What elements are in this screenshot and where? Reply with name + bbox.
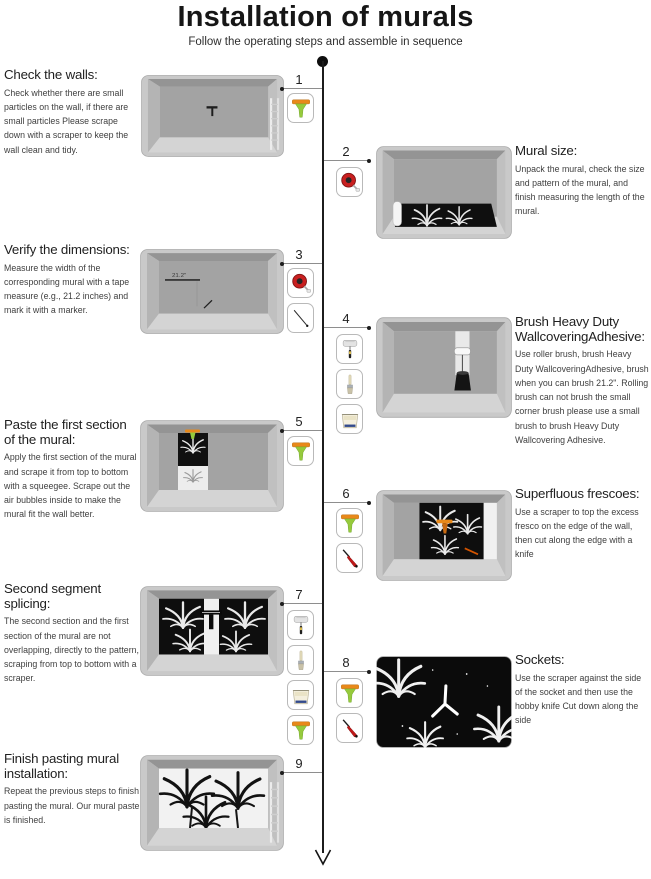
page-title: Installation of murals: [177, 1, 474, 33]
step-body: Use a scraper to top the excess fresco on the edge of the wall, then cut along the edge with a knife: [515, 506, 639, 560]
step-title: Brush Heavy Duty WallcoveringAdhesive:: [515, 314, 645, 344]
step-number: 1: [295, 72, 303, 87]
step-body: Use the scraper against the side of the socket and then use the hobby knife Cut down along the side: [515, 672, 642, 726]
step-2-image: [376, 146, 512, 239]
tape-measure-icon: [287, 268, 314, 298]
step-number: 5: [295, 414, 303, 429]
step-body: Check whether there are small particles on the wall, if there are small particles Please scrape down with a scraper to keep the wall clean and tidy.: [4, 87, 129, 155]
step-7-tools: [287, 610, 314, 745]
step-body: Use roller brush, brush Heavy Duty WallcoveringAdhesive, brush when you can brush 21.2". Rolling brush can not brush the small corner brush please use a small brush to brush Heavy Duty Wallcovering Adhesive.: [515, 349, 649, 445]
step-number: 2: [342, 144, 350, 159]
squeegee-icon: [336, 678, 363, 708]
step-5-tools: [287, 436, 314, 466]
step-number: 3: [295, 247, 303, 262]
step-8-text: [515, 653, 649, 728]
step-connector: [324, 671, 369, 672]
step-connector: [282, 263, 322, 264]
step-title: Finish pasting mural installation:: [4, 751, 119, 781]
step-6-tools: [336, 508, 363, 573]
step-2-tools: [336, 167, 363, 197]
step-1-image: [141, 75, 284, 157]
step-title: Superfluous frescoes:: [515, 486, 640, 501]
step-4-tools: [336, 334, 363, 434]
marker-icon: [287, 303, 314, 333]
step-connector: [282, 772, 322, 773]
step-number: 7: [295, 587, 303, 602]
step-title: Second segment splicing:: [4, 581, 101, 611]
step-title: Check the walls:: [4, 67, 98, 82]
step-8-image: [376, 656, 512, 748]
step-8-tools: [336, 678, 363, 743]
squeegee-icon: [287, 93, 314, 123]
step-connector: [324, 160, 369, 161]
step-connector: [282, 430, 322, 431]
step-7-text: [4, 582, 142, 686]
page-subtitle: Follow the operating steps and assemble in sequence: [188, 36, 463, 48]
step-title: Sockets:: [515, 652, 565, 667]
squeegee-icon: [287, 715, 314, 745]
knife-icon: [336, 713, 363, 743]
step-3-tools: [287, 268, 314, 333]
step-number: 9: [295, 756, 303, 771]
step-title: Verify the dimensions:: [4, 242, 130, 257]
tape-measure-icon: [336, 167, 363, 197]
step-9-text: [4, 752, 140, 827]
step-connector: [324, 327, 369, 328]
step-body: Apply the first section of the mural and scrape it from top to bottom with a squeegee. Scrape out the air bubbles inside to make the mural fit the wall better.: [4, 452, 137, 520]
step-6-text: [515, 487, 649, 562]
small-brush-icon: [287, 645, 314, 675]
step-connector: [324, 502, 369, 503]
step-number: 4: [342, 311, 350, 326]
step-number: 6: [342, 486, 350, 501]
step-connector: [282, 88, 322, 89]
step-body: Measure the width of the corresponding mural with a tape measure (e.g., 21.2 inches) and mark it with a marker.: [4, 262, 130, 316]
step-body: Repeat the previous steps to finish pasting the mural. Our mural paste is finished.: [4, 786, 140, 825]
adhesive-bucket-icon: [336, 404, 363, 434]
step-body: The second section and the first section of the mural are not overlapping, directly to the pattern, scraping from top to bottom with a scraper.: [4, 616, 139, 684]
squeegee-icon: [287, 436, 314, 466]
step-3-image: [140, 249, 284, 334]
step-number: 8: [342, 655, 350, 670]
step-title: Mural size:: [515, 143, 578, 158]
step-title: Paste the first section of the mural:: [4, 417, 127, 447]
arrow-down-icon: [314, 849, 332, 866]
adhesive-bucket-icon: [287, 680, 314, 710]
roller-brush-icon: [287, 610, 314, 640]
step-1-tools: [287, 93, 314, 123]
step-4-text: [515, 315, 649, 447]
step-5-image: [140, 420, 284, 512]
step-5-text: [4, 418, 140, 522]
step-connector: [282, 603, 322, 604]
knife-icon: [336, 543, 363, 573]
step-body: Unpack the mural, check the size and pattern of the mural, and finish measuring the length of the mural.: [515, 163, 645, 217]
measurement-label: 21.2": [172, 273, 187, 280]
step-4-image: [376, 317, 512, 418]
step-3-text: [4, 243, 140, 318]
step-6-image: [376, 490, 512, 581]
step-2-text: [515, 144, 648, 219]
roller-brush-icon: [336, 334, 363, 364]
step-7-image: [140, 586, 284, 676]
small-brush-icon: [336, 369, 363, 399]
step-9-image: [140, 755, 284, 851]
timeline: [322, 61, 324, 853]
squeegee-icon: [336, 508, 363, 538]
step-1-text: [4, 68, 141, 157]
